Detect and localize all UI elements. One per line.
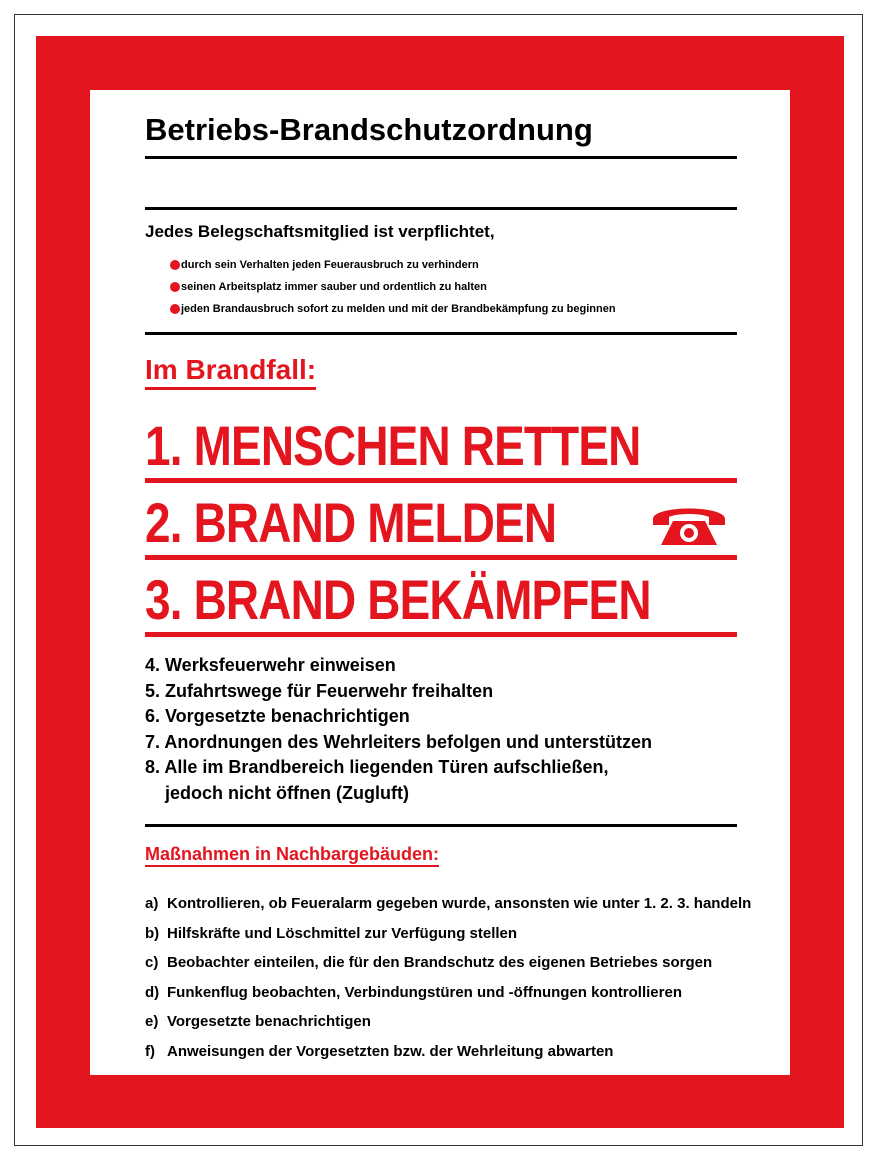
step-item: 8. Alle im Brandbereich liegenden Türen aufschließen, bbox=[145, 757, 609, 777]
section-rule bbox=[145, 332, 737, 335]
measure-item: f) Anweisungen der Vorgesetzten bzw. der Wehrleitung abwarten bbox=[145, 1042, 614, 1060]
step-item: 4. Werksfeuerwehr einweisen bbox=[145, 655, 396, 675]
further-steps bbox=[145, 653, 737, 806]
duties-intro: Jedes Belegschaftsmitglied ist verpflichtet, bbox=[145, 222, 495, 241]
step-item: 7. Anordnungen des Wehrleiters befolgen und unterstützen bbox=[145, 731, 653, 752]
duty-item: seinen Arbeitsplatz immer sauber und ordentlich zu halten bbox=[145, 276, 737, 298]
measure-item: e) Vorgesetzte benachrichtigen bbox=[145, 1013, 371, 1030]
main-step-1: 1. MENSCHEN RETTEN bbox=[145, 414, 737, 483]
sign-title: Betriebs-Brandschutzordnung bbox=[145, 112, 593, 147]
neighbor-measures bbox=[145, 889, 752, 1066]
duties-list bbox=[145, 254, 737, 320]
red-dot-icon bbox=[170, 304, 180, 314]
duty-item: jeden Brandausbruch sofort zu melden und mit der Brandbekämpfung zu beginnen bbox=[145, 298, 737, 320]
title-rule bbox=[145, 156, 737, 159]
red-dot-icon bbox=[170, 260, 180, 270]
main-step-2: 2. BRAND MELDEN bbox=[145, 491, 737, 560]
measure-item: c) Beobachter einteilen, die für den Brandschutz des eigenen Betriebes sorgen bbox=[145, 954, 713, 971]
measure-item: b) Hilfskräfte und Löschmittel zur Verfügung stellen bbox=[145, 924, 518, 942]
sign-content bbox=[145, 108, 752, 1066]
red-dot-icon bbox=[170, 282, 180, 292]
measure-item: a) Kontrollieren, ob Feueralarm gegeben wurde, ansonsten wie unter 1. 2. 3. handeln bbox=[145, 895, 752, 912]
main-step-3: 3. BRAND BEKÄMPFEN bbox=[145, 568, 737, 637]
step-item-continued: jedoch nicht öffnen (Zugluft) bbox=[165, 782, 409, 803]
section-rule bbox=[145, 824, 737, 827]
neighbor-heading: Maßnahmen in Nachbargebäuden: bbox=[145, 843, 439, 867]
section-rule bbox=[145, 207, 737, 210]
fire-heading: Im Brandfall: bbox=[145, 353, 316, 390]
step-item: 6. Vorgesetzte benachrichtigen bbox=[145, 706, 410, 726]
measure-item: d) Funkenflug beobachten, Verbindungstüren und -öffnungen kontrollieren bbox=[145, 983, 682, 1001]
step-item: 5. Zufahrtswege für Feuerwehr freihalten bbox=[145, 680, 494, 701]
duty-item: durch sein Verhalten jeden Feuerausbruch zu verhindern bbox=[145, 254, 737, 276]
telephone-icon bbox=[649, 499, 729, 551]
